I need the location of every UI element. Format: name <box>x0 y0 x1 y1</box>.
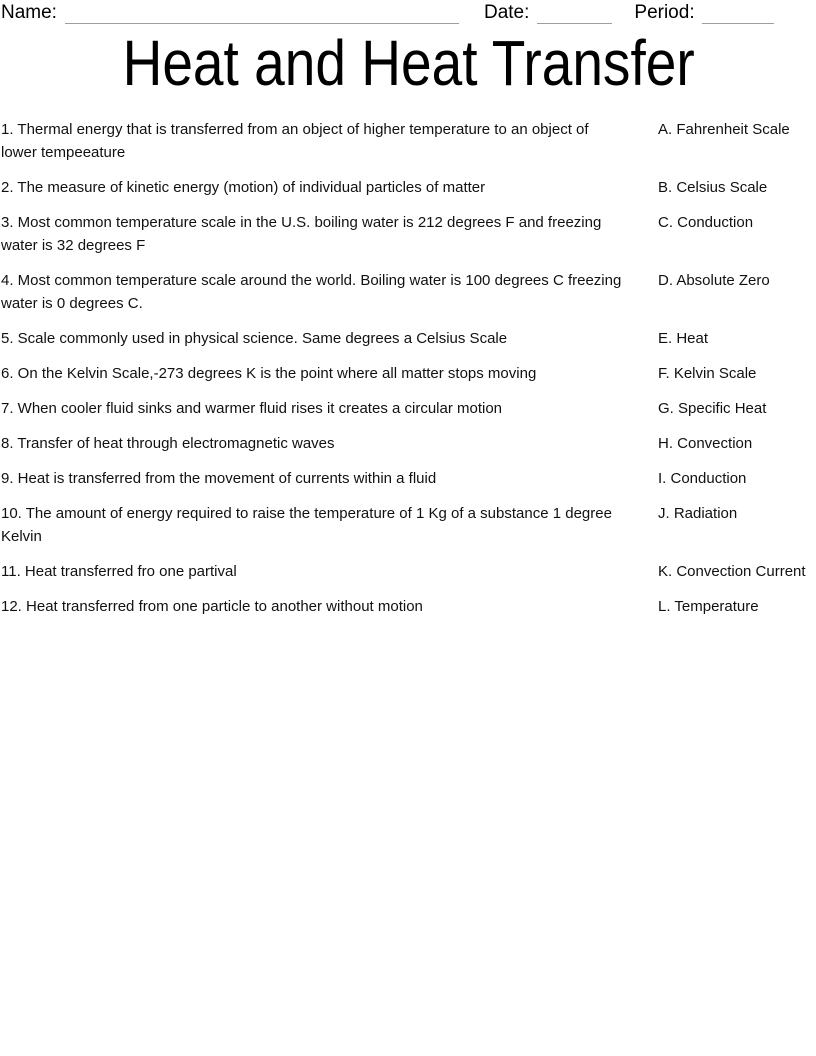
matching-row <box>1 467 816 490</box>
matching-row <box>1 176 816 199</box>
matching-row <box>1 118 816 164</box>
title-container <box>1 27 816 99</box>
matching-row <box>1 560 816 583</box>
period-label: Period: <box>634 2 695 23</box>
answer-item: C. Conduction <box>658 214 754 231</box>
question-item: 12. Heat transferred from one particle to another without motion <box>1 598 423 615</box>
answer-item: A. Fahrenheit Scale <box>658 121 790 138</box>
worksheet-title: Heat and Heat Transfer <box>122 27 695 99</box>
question-item: 3. Most common temperature scale in the U.S. boiling water is 212 degrees F and freezing water is 32 degrees F <box>1 214 602 254</box>
answer-item: H. Convection <box>658 435 753 452</box>
matching-row <box>1 397 816 420</box>
question-item: 10. The amount of energy required to raise the temperature of 1 Kg of a substance 1 degree Kelvin <box>1 505 612 545</box>
matching-row <box>1 362 816 385</box>
question-item: 6. On the Kelvin Scale,-273 degrees K is the point where all matter stops moving <box>1 365 537 382</box>
question-item: 1. Thermal energy that is transferred from an object of higher temperature to an object of lower tempeeature <box>1 121 589 161</box>
name-blank-line <box>65 4 459 24</box>
question-item: 8. Transfer of heat through electromagnetic waves <box>1 435 335 452</box>
answer-item: I. Conduction <box>658 470 747 487</box>
answer-item: B. Celsius Scale <box>658 179 768 196</box>
answer-item: E. Heat <box>658 330 709 347</box>
question-item: 5. Scale commonly used in physical science. Same degrees a Celsius Scale <box>1 330 508 347</box>
question-item: 11. Heat transferred fro one partival <box>1 563 237 580</box>
answer-item: J. Radiation <box>658 505 738 522</box>
matching-row <box>1 269 816 315</box>
answer-item: K. Convection Current <box>658 563 806 580</box>
date-blank-line <box>537 4 612 24</box>
header-fillin-row <box>1 2 816 24</box>
question-item: 4. Most common temperature scale around the world. Boiling water is 100 degrees C freezing water is 0 degrees C. <box>1 272 622 312</box>
name-label: Name: <box>1 2 57 23</box>
answer-item: L. Temperature <box>658 598 759 615</box>
answer-item: D. Absolute Zero <box>658 272 770 289</box>
matching-row <box>1 211 816 257</box>
matching-row <box>1 327 816 350</box>
question-item: 7. When cooler fluid sinks and warmer fluid rises it creates a circular motion <box>1 400 503 417</box>
question-item: 9. Heat is transferred from the movement of currents within a fluid <box>1 470 437 487</box>
answer-item: G. Specific Heat <box>658 400 767 417</box>
matching-section <box>1 118 816 618</box>
matching-row <box>1 595 816 618</box>
matching-row <box>1 502 816 548</box>
matching-row <box>1 432 816 455</box>
date-label: Date: <box>483 2 530 23</box>
question-item: 2. The measure of kinetic energy (motion) of individual particles of matter <box>1 179 486 196</box>
answer-item: F. Kelvin Scale <box>658 365 757 382</box>
period-blank-line <box>702 4 774 24</box>
